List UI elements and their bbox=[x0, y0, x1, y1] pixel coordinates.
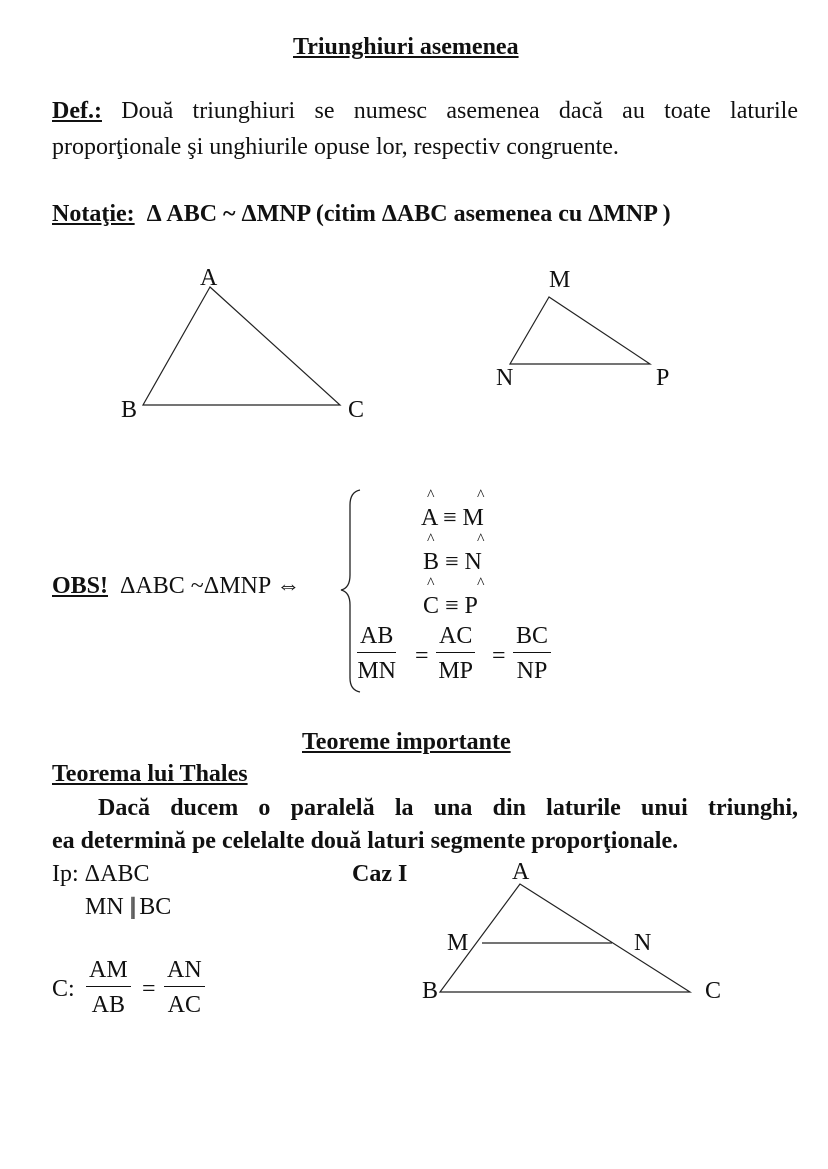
thales-statement-2: ea determină pe celelalte două laturi segmente proporţionale. bbox=[52, 828, 679, 854]
vertex-p-label: P bbox=[656, 365, 670, 391]
segment-mn: MN bbox=[85, 894, 124, 920]
fraction-ab-mn bbox=[357, 624, 396, 683]
notation-label: Notaţie: bbox=[52, 201, 135, 227]
hypothesis-triangle: ΔABC bbox=[84, 861, 150, 887]
condition-angle-b-n: B ≡ N bbox=[423, 549, 482, 575]
hypothesis-label: Ip: bbox=[52, 861, 79, 887]
hat-a: ^ bbox=[427, 487, 435, 504]
thales-title: Teorema lui Thales bbox=[52, 761, 248, 787]
thales-statement-1: Dacă ducem o paralelă la una din laturile unui triunghi, bbox=[98, 795, 798, 821]
equals-sign: = bbox=[415, 643, 429, 669]
definition-label: Def.: bbox=[52, 98, 102, 124]
hat-p: ^ bbox=[477, 575, 485, 592]
equals-sign: = bbox=[492, 643, 506, 669]
fraction-am-ab bbox=[86, 958, 131, 1017]
denominator: MP bbox=[438, 658, 474, 684]
thales-vertex-b: B bbox=[422, 978, 439, 1004]
obs-label: OBS! bbox=[52, 573, 109, 599]
thales-vertex-c: C bbox=[705, 978, 722, 1004]
hat-n: ^ bbox=[477, 531, 485, 548]
vertex-b-label: B bbox=[121, 397, 138, 423]
triangle-mnp bbox=[510, 297, 650, 364]
numerator: AC bbox=[436, 624, 475, 653]
numerator: AN bbox=[164, 958, 205, 987]
condition-angle-c-p: C ≡ P bbox=[423, 593, 478, 619]
denominator: NP bbox=[516, 658, 548, 684]
thales-point-n: N bbox=[634, 930, 652, 956]
vertex-n-label: N bbox=[496, 365, 514, 391]
vertex-c-label: C bbox=[348, 397, 365, 423]
segment-bc: BC bbox=[139, 894, 172, 920]
obs-line bbox=[52, 574, 300, 598]
obs-statement: ΔABC ~ΔMNP ⇔ bbox=[120, 573, 301, 599]
hypothesis-line-1 bbox=[52, 862, 149, 886]
fraction-ac-mp bbox=[436, 624, 475, 683]
denominator: AC bbox=[167, 992, 201, 1018]
hat-c: ^ bbox=[427, 575, 435, 592]
thales-point-m: M bbox=[447, 930, 469, 956]
equals-sign: = bbox=[142, 976, 156, 1002]
conclusion-label: C: bbox=[52, 976, 75, 1002]
condition-angle-a-m: A ≡ M bbox=[421, 505, 484, 531]
section-title: Teoreme importante bbox=[302, 729, 511, 755]
thales-vertex-a: A bbox=[512, 859, 530, 885]
hat-b: ^ bbox=[427, 531, 435, 548]
vertex-a-label: A bbox=[200, 265, 218, 291]
numerator: AM bbox=[86, 958, 131, 987]
hypothesis-line-2 bbox=[85, 895, 171, 919]
page-title: Triunghiuri asemenea bbox=[293, 34, 519, 60]
notation-text: Δ ABC ~ ΔMNP (citim ΔABC asemenea cu ΔMNP ) bbox=[146, 201, 671, 227]
definition-line-2: proporţionale şi unghiurile opuse lor, respectiv congruente. bbox=[52, 134, 619, 160]
hat-m: ^ bbox=[477, 487, 485, 504]
fraction-bc-np bbox=[513, 624, 551, 683]
numerator: AB bbox=[357, 624, 396, 653]
fraction-an-ac bbox=[164, 958, 205, 1017]
thales-triangle bbox=[440, 884, 690, 992]
case-label: Caz I bbox=[352, 861, 408, 887]
parallel-symbol: || bbox=[129, 894, 134, 920]
triangle-abc bbox=[143, 287, 340, 405]
denominator: MN bbox=[357, 658, 396, 684]
definition-text-1: Două triunghiuri se numesc asemenea dacă au toate laturile bbox=[121, 98, 799, 124]
denominator: AB bbox=[91, 992, 125, 1018]
numerator: BC bbox=[513, 624, 551, 653]
vertex-m-label: M bbox=[549, 267, 571, 293]
